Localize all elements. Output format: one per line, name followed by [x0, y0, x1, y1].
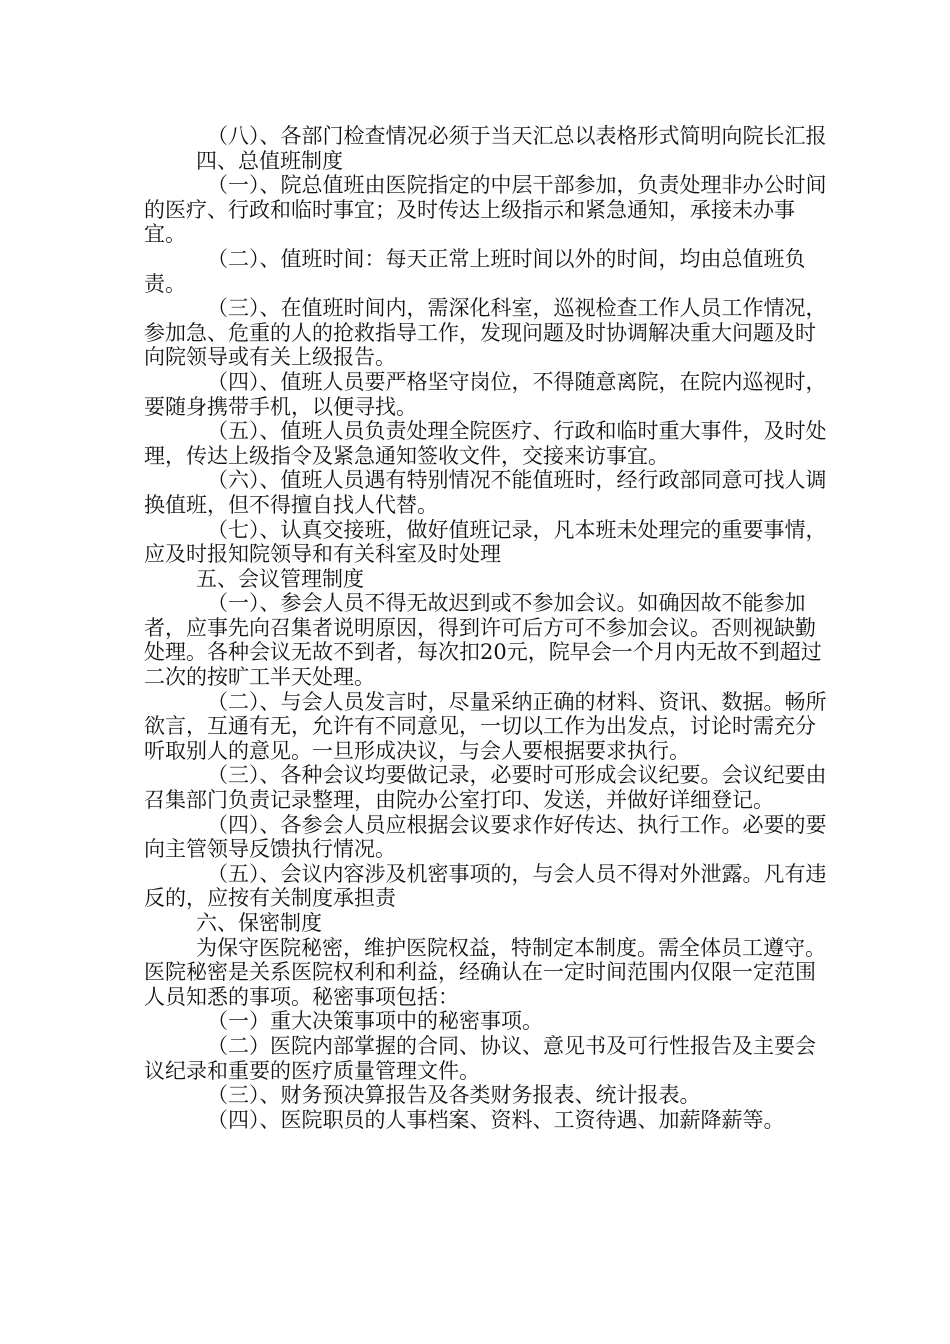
paragraph-secrecy-item-2: （二）医院内部掌握的合同、协议、意见书及可行性报告及主要会议纪录和重要的医疗质量管理文件。 — [144, 1033, 816, 1083]
paragraph-secrecy-intro: 为保守医院秘密，维护医院权益，特制定本制度。需全体员工遵守。医院秘密是关系医院权利和利益，经确认在一定时间范围内仅限一定范围人员知悉的事项。秘密事项包括： — [144, 935, 826, 1009]
paragraph-duty-item-1: （一）、院总值班由医院指定的中层干部参加，负责处理非办公时间的医疗、行政和临时事宜；及时传达上级指示和紧急通知，承接未办事宜。 — [144, 173, 827, 247]
paragraph-meeting-item-3: （三）、各种会议均要做记录，必要时可形成会议纪要。会议纪要由召集部门负责记录整理，由院办公室打印、发送，并做好详细登记。 — [144, 763, 827, 813]
paragraph-meeting-item-1: （一）、参会人员不得无故迟到或不参加会议。如确因故不能参加者，应事先向召集者说明原因，得到许可后方可不参加会议。否则视缺勤处理。各种会议无故不到者，每次扣20元，院早会一个月内无故不到超过二次的按旷工半天处理。 — [144, 591, 822, 690]
paragraph-duty-item-3: （三）、在值班时间内，需深化科室，巡视检查工作人员工作情况，参加急、危重的人的抢救指导工作，发现问题及时协调解决重大问题及时向院领导或有关上级报告。 — [144, 296, 827, 370]
paragraph-duty-item-2: （二）、值班时间：每天正常上班时间以外的时间，均由总值班负责。 — [144, 246, 806, 296]
section-heading-duty-system: 四、总值班制度 — [196, 148, 343, 173]
section-heading-meeting-system: 五、会议管理制度 — [196, 566, 364, 591]
section-heading-secrecy-system: 六、保密制度 — [196, 911, 322, 935]
paragraph-secrecy-item-1: （一）重大决策事项中的秘密事项。 — [207, 1009, 543, 1034]
paragraph-meeting-item-4: （四）、各参会人员应根据会议要求作好传达、执行工作。必要的要向主管领导反馈执行情况。 — [144, 812, 827, 862]
paragraph-meeting-item-2: （二）、与会人员发言时，尽量采纳正确的材料、资讯、数据。畅所欲言，互通有无，允许有不同意见，一切以工作为出发点，讨论时需充分听取别人的意见。一旦形成决议，与会人要根据要求执行。 — [144, 689, 827, 763]
document-body — [144, 124, 834, 1132]
paragraph-secrecy-item-3: （三）、财务预决算报告及各类财务报表、统计报表。 — [207, 1083, 701, 1108]
paragraph-duty-item-7: （七）、认真交接班，做好值班记录，凡本班未处理完的重要事情，应及时报知院领导和有关科室及时处理 — [144, 517, 827, 567]
paragraph-duty-item-6: （六）、值班人员遇有特别情况不能值班时，经行政部同意可找人调换值班，但不得擅自找人代替。 — [144, 468, 827, 517]
paragraph-secrecy-item-4: （四）、医院职员的人事档案、资料、工资待遇、加薪降薪等。 — [207, 1107, 785, 1132]
paragraph-duty-item-5: （五）、值班人员负责处理全院医疗、行政和临时重大事件，及时处理，传达上级指令及紧急通知签收文件，交接来访事宜。 — [144, 419, 827, 468]
paragraph-item-8-dept-inspection: （八）、各部门检查情况必须于当天汇总以表格形式简明向院长汇报 — [207, 124, 827, 148]
paragraph-duty-item-4: （四）、值班人员要严格坚守岗位，不得随意离院，在院内巡视时，要随身携带手机，以便寻找。 — [144, 369, 827, 419]
paragraph-meeting-item-5: （五）、会议内容涉及机密事项的，与会人员不得对外泄露。凡有违反的，应按有关制度承担责 — [144, 861, 827, 911]
